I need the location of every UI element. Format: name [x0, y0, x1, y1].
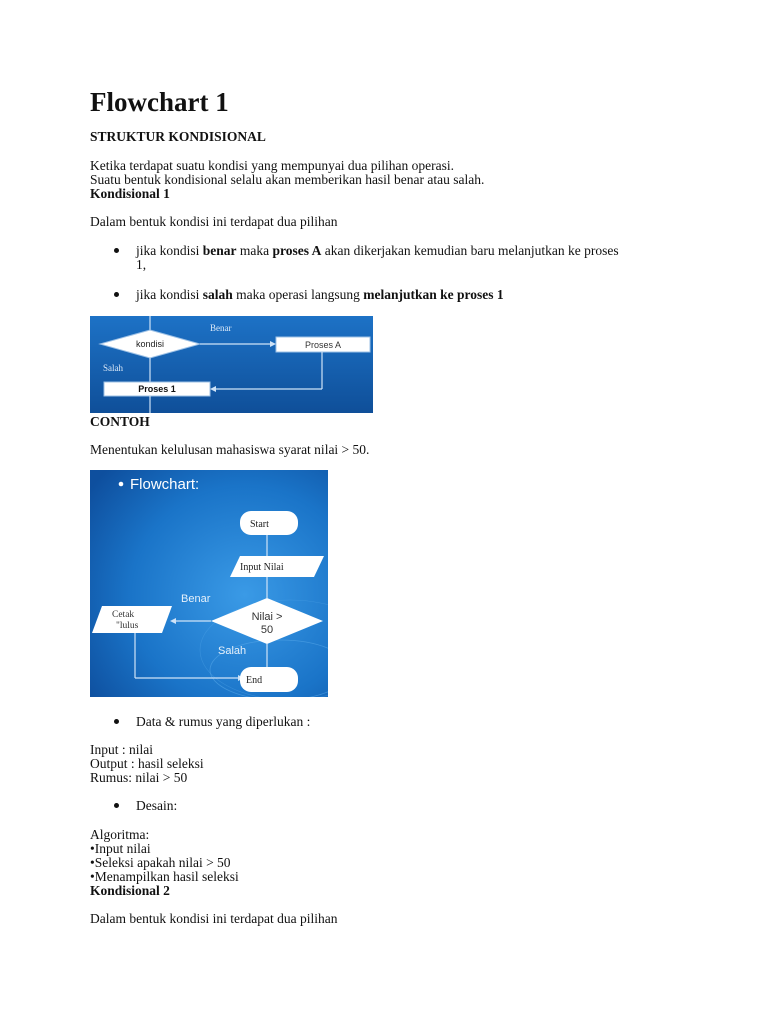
start-label: Start: [250, 519, 269, 530]
bullet-1-part-1: jika kondisi: [136, 243, 203, 258]
kondisional-1-desc: Dalam bentuk kondisi ini terdapat dua pilihan: [90, 214, 338, 229]
salah-label: Salah: [218, 645, 247, 657]
flowchart-header: Flowchart:: [130, 476, 200, 493]
io-input: Input : nilai: [90, 742, 153, 757]
example-flowchart: [90, 470, 328, 697]
benar-label: Benar: [210, 323, 232, 333]
bullet-dot: [114, 248, 119, 253]
io-output: Output : hasil seleksi: [90, 756, 204, 771]
decision-line-2: 50: [260, 624, 274, 636]
header-bullet: [119, 482, 124, 487]
contoh-heading: CONTOH: [90, 414, 150, 429]
cetak-line-1: Cetak: [112, 610, 135, 620]
decision-line-1: Nilai >: [251, 611, 283, 623]
bullet-1-part-2: maka: [236, 243, 273, 258]
bullet-2-bold-melanjutkan: melanjutkan ke proses 1: [363, 287, 504, 302]
proses-a-label: Proses A: [304, 340, 342, 350]
algo-step-3: •Menampilkan hasil seleksi: [90, 869, 239, 884]
conditional-diagram: [90, 316, 373, 413]
bullet-1-text: [136, 243, 619, 258]
bullet-1-bold-proses-a: proses A: [272, 243, 322, 258]
bullet-dot: [114, 292, 119, 297]
kondisional-2-desc: Dalam bentuk kondisi ini terdapat dua pilihan: [90, 911, 338, 926]
bullet-dot: [114, 803, 119, 808]
benar-label: Benar: [181, 593, 211, 605]
intro-line-1: Ketika terdapat suatu kondisi yang mempunyai dua pilihan operasi.: [90, 158, 455, 173]
start-terminal: [240, 511, 298, 535]
bullet-1-line-2: 1,: [136, 257, 147, 272]
conditional-diagram-svg: [90, 316, 373, 413]
bullet-dot: [114, 719, 119, 724]
bullet-1-bold-benar: benar: [202, 243, 237, 258]
section-heading: STRUKTUR KONDISIONAL: [90, 129, 266, 144]
algo-step-1: •Input nilai: [90, 841, 151, 856]
bullet-2-bold-salah: salah: [202, 287, 233, 302]
proses-1-label: Proses 1: [138, 384, 176, 394]
bullet-2-text: [136, 287, 504, 302]
kondisional-1-heading: Kondisional 1: [90, 186, 170, 201]
algoritma-label: Algoritma:: [90, 827, 150, 842]
intro-line-2: Suatu bentuk kondisional selalu akan memberikan hasil benar atau salah.: [90, 172, 485, 187]
io-rumus: Rumus: nilai > 50: [90, 770, 188, 785]
input-label: Input Nilai: [240, 562, 284, 573]
kondisi-label: kondisi: [135, 339, 165, 349]
contoh-desc: Menentukan kelulusan mahasiswa syarat nilai > 50.: [90, 442, 370, 457]
bullet-2-part-1: jika kondisi: [136, 287, 203, 302]
kondisional-2-heading: Kondisional 2: [90, 883, 170, 898]
algo-step-2: •Seleksi apakah nilai > 50: [90, 855, 231, 870]
page-title: Flowchart 1: [90, 87, 229, 117]
bullet-2-part-2: maka operasi langsung: [232, 287, 364, 302]
cetak-line-2: "lulus: [116, 621, 139, 631]
bullet-1-part-3: akan dikerjakan kemudian baru melanjutkan ke proses: [321, 243, 619, 258]
example-flowchart-svg: [90, 470, 328, 697]
bullet-4-text: Desain:: [136, 798, 178, 813]
bullet-3-text: Data & rumus yang diperlukan :: [136, 714, 311, 729]
end-label: End: [246, 675, 263, 686]
salah-label: Salah: [103, 363, 123, 373]
